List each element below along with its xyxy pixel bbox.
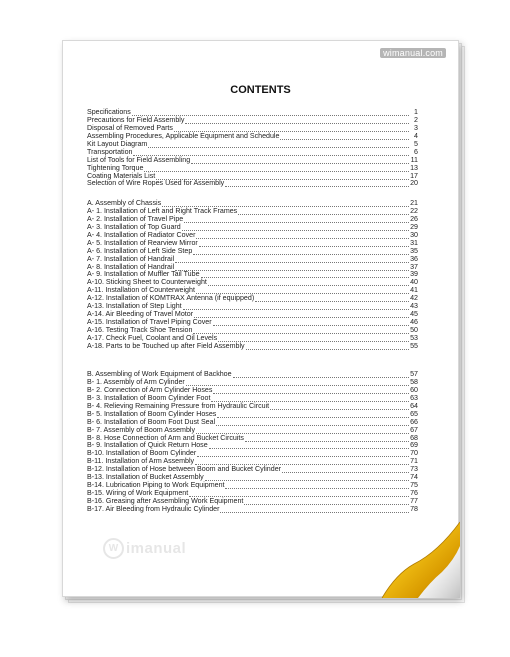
toc-leader-dots: [209, 443, 409, 449]
toc-entry-label: B- 3. Installation of Boom Cylinder Foot: [87, 393, 211, 402]
toc-entry-page: 20: [410, 179, 418, 188]
toc-entry-label: A- 2. Installation of Travel Pipe: [87, 214, 184, 223]
toc-entry-label: B- 9. Installation of Quick Return Hose: [87, 441, 208, 450]
toc-entry-page: 21: [410, 199, 418, 207]
toc-entry-label: B-13. Installation of Bucket Assembly: [87, 473, 204, 482]
toc-entry-page: 74: [410, 473, 418, 482]
toc-entry-label: A- 3. Installation of Top Guard: [87, 222, 181, 231]
toc-entry-label: Transportation: [87, 147, 133, 156]
toc-entry-label: B- 5. Installation of Boom Cylinder Hoses: [87, 409, 217, 418]
toc-entry-page: 73: [410, 465, 418, 474]
toc-entry-page: 22: [410, 206, 418, 215]
toc-entry-label: A- 7. Installation of Handrail: [87, 254, 175, 263]
toc-entry-page: 71: [410, 457, 418, 466]
toc-entry-label: A-12. Installation of KOMTRAX Antenna (if equipped): [87, 294, 255, 303]
toc-entry-page: 31: [410, 238, 418, 247]
toc-leader-dots: [186, 380, 409, 386]
toc-leader-dots: [245, 436, 409, 442]
toc-entry-label: B- 8. Hose Connection of Arm and Bucket Circuits: [87, 433, 244, 442]
toc-leader-dots: [193, 328, 409, 334]
toc-leader-dots: [185, 118, 409, 124]
toc-entry-page: 1: [414, 108, 418, 116]
toc-entry-page: 3: [414, 123, 418, 132]
toc-entry-page: 76: [410, 489, 418, 498]
toc-leader-dots: [282, 467, 409, 473]
toc-entry-label: Assembling Procedures, Applicable Equipment and Schedule: [87, 131, 280, 140]
toc-entry-label: A- 1. Installation of Left and Right Track Frames: [87, 206, 238, 215]
toc-leader-dots: [196, 428, 409, 434]
toc-leader-dots: [255, 296, 409, 302]
toc-leader-dots: [174, 126, 409, 132]
toc-entry-page: 60: [410, 385, 418, 394]
watermark-label: wimanual.com: [380, 48, 446, 58]
toc-entry-label: B-11. Installation of Arm Assembly: [87, 457, 195, 466]
toc-leader-dots: [208, 280, 409, 286]
toc-entry-page: 63: [410, 393, 418, 402]
toc-entry-label: A- 4. Installation of Radiator Cover: [87, 230, 196, 239]
toc-entry: [87, 141, 418, 149]
toc-entry-label: A-14. Air Bleeding of Travel Motor: [87, 310, 194, 319]
toc-entry-label: Kit Layout Diagram: [87, 139, 148, 148]
toc-entry: [87, 343, 418, 351]
document-page: [62, 40, 459, 597]
toc-entry-page: 36: [410, 254, 418, 263]
watermark-logo: [103, 538, 186, 559]
toc-leader-dots: [280, 134, 409, 140]
toc-leader-dots: [216, 420, 409, 426]
toc-entry-label: A-11. Installation of Counterweight: [87, 286, 195, 295]
toc-leader-dots: [194, 312, 409, 318]
toc-leader-dots: [233, 372, 409, 378]
toc-entry-page: 75: [410, 481, 418, 490]
toc-entry-page: 50: [410, 326, 418, 334]
toc-entry: [87, 180, 418, 188]
toc-entry-label: B- 6. Installation of Boom Foot Dust Seal: [87, 417, 216, 426]
toc-section-chassis: [87, 200, 418, 351]
toc-entry-page: 46: [410, 318, 418, 327]
toc-leader-dots: [191, 158, 409, 164]
toc-entry-page: 43: [410, 302, 418, 311]
toc-entry-label: Coating Materials List: [87, 171, 156, 180]
toc-entry-label: B-12. Installation of Hose between Boom and Bucket Cylinder: [87, 465, 282, 474]
toc-leader-dots: [270, 404, 409, 410]
toc-entry-page: 17: [410, 171, 418, 180]
toc-entry-page: 6: [414, 147, 418, 156]
toc-leader-dots: [148, 142, 409, 148]
toc-leader-dots: [225, 181, 409, 187]
toc-leader-dots: [246, 344, 409, 350]
toc-entry-label: B-16. Greasing after Assembling Work Equipment: [87, 497, 244, 505]
toc-leader-dots: [197, 451, 409, 457]
toc-leader-dots: [199, 241, 409, 247]
toc-section-work-equipment: [87, 371, 418, 514]
toc-entry-label: B-15. Wiring of Work Equipment: [87, 489, 189, 498]
toc-entry-label: B- 1. Assembly of Arm Cylinder: [87, 377, 185, 386]
toc-leader-dots: [175, 257, 409, 263]
toc-leader-dots: [175, 265, 409, 271]
toc-entry-page: 39: [410, 270, 418, 279]
toc-leader-dots: [211, 396, 409, 402]
toc-leader-dots: [201, 272, 409, 278]
toc-entry-page: 11: [410, 155, 418, 164]
toc-leader-dots: [133, 150, 409, 156]
toc-leader-dots: [205, 475, 409, 481]
toc-entry-label: Specifications: [87, 108, 131, 116]
toc-entry-label: A- 6. Installation of Left Side Step: [87, 246, 193, 255]
toc-leader-dots: [225, 483, 409, 489]
toc-entry-label: Selection of Wire Ropes Used for Assembly: [87, 179, 225, 188]
toc-entry-page: 26: [410, 214, 418, 223]
toc-entry-page: 4: [414, 131, 418, 140]
toc-entry-label: B-14. Lubrication Piping to Work Equipment: [87, 481, 225, 490]
toc-entry-label: B-17. Air Bleeding from Hydraulic Cylinder: [87, 504, 220, 513]
toc-entry-page: 42: [410, 294, 418, 303]
toc-entry-page: 57: [410, 370, 418, 378]
toc-leader-dots: [238, 209, 409, 215]
toc-entry-page: 41: [410, 286, 418, 295]
toc-entry-page: 29: [410, 222, 418, 231]
toc-entry-label: B-10. Installation of Boom Cylinder: [87, 449, 197, 458]
toc-entry-label: A-16. Testing Track Shoe Tension: [87, 326, 193, 334]
toc-entry-label: A-18. Parts to be Touched up after Field Assembly: [87, 341, 245, 350]
toc-entry-label: Precautions for Field Assembly: [87, 115, 185, 124]
toc-entry-label: B- 2. Connection of Arm Cylinder Hoses: [87, 385, 213, 394]
toc-leader-dots: [184, 217, 409, 223]
toc-entry-page: 67: [410, 425, 418, 434]
toc-entry-page: 30: [410, 230, 418, 239]
toc-entry-label: Tightening Torque: [87, 163, 144, 172]
toc-entry: [87, 506, 418, 514]
toc-leader-dots: [218, 336, 409, 342]
toc-entry-page: 45: [410, 310, 418, 319]
toc-entry-label: A-15. Installation of Travel Piping Cover: [87, 318, 212, 327]
page-title: CONTENTS: [230, 84, 291, 96]
toc-leader-dots: [213, 320, 409, 326]
toc-entry-page: 37: [410, 262, 418, 271]
toc-entry-label: B. Assembling of Work Equipment of Backhoe: [87, 370, 232, 378]
toc-leader-dots: [213, 388, 409, 394]
toc-leader-dots: [193, 249, 409, 255]
toc-entry-label: Disposal of Removed Parts: [87, 123, 173, 132]
toc-entry-label: B- 4. Relieving Remaining Pressure from Hydraulic Circuit: [87, 401, 270, 410]
logo-circle-icon: W: [103, 538, 124, 559]
toc-leader-dots: [144, 166, 409, 172]
toc-entry-label: A. Assembly of Chassis: [87, 199, 162, 207]
toc-entry-label: A- 8. Installation of Handrail: [87, 262, 175, 271]
toc-section-general: [87, 109, 418, 188]
toc-entry-page: 70: [410, 449, 418, 458]
toc-entry-page: 58: [410, 377, 418, 386]
toc-entry-page: 35: [410, 246, 418, 255]
toc-entry-page: 55: [410, 341, 418, 350]
toc-entry-page: 13: [410, 163, 418, 172]
logo-wordmark: imanual: [126, 540, 187, 557]
toc-entry-page: 65: [410, 409, 418, 418]
toc-entry-page: 40: [410, 278, 418, 287]
toc-entry-label: List of Tools for Field Assembling: [87, 155, 191, 164]
toc-leader-dots: [217, 412, 409, 418]
toc-leader-dots: [196, 233, 409, 239]
toc-entry-label: A-17. Check Fuel, Coolant and Oil Levels: [87, 333, 218, 342]
toc-entry-page: 69: [410, 441, 418, 450]
toc-entry-page: 68: [410, 433, 418, 442]
toc-entry-page: 77: [410, 497, 418, 505]
toc-leader-dots: [220, 507, 409, 513]
toc-leader-dots: [244, 499, 409, 505]
toc-entry-page: 53: [410, 333, 418, 342]
toc-entry-label: A- 9. Installation of Muffler Tail Tube: [87, 270, 200, 279]
toc-entry-page: 66: [410, 417, 418, 426]
toc-entry-page: 5: [414, 139, 418, 148]
toc-entry-label: A- 5. Installation of Rearview Mirror: [87, 238, 198, 247]
toc-entry-label: A-10. Sticking Sheet to Counterweight: [87, 278, 207, 287]
toc-leader-dots: [183, 304, 409, 310]
page-curl-icon: [378, 516, 460, 598]
toc-entry-label: B- 7. Assembly of Boom Assembly: [87, 425, 196, 434]
toc-entry-page: 2: [414, 115, 418, 124]
toc-entry-label: A-13. Installation of Step Light: [87, 302, 182, 311]
toc-entry-page: 78: [410, 504, 418, 513]
toc-entry-page: 64: [410, 401, 418, 410]
toc-leader-dots: [182, 225, 409, 231]
